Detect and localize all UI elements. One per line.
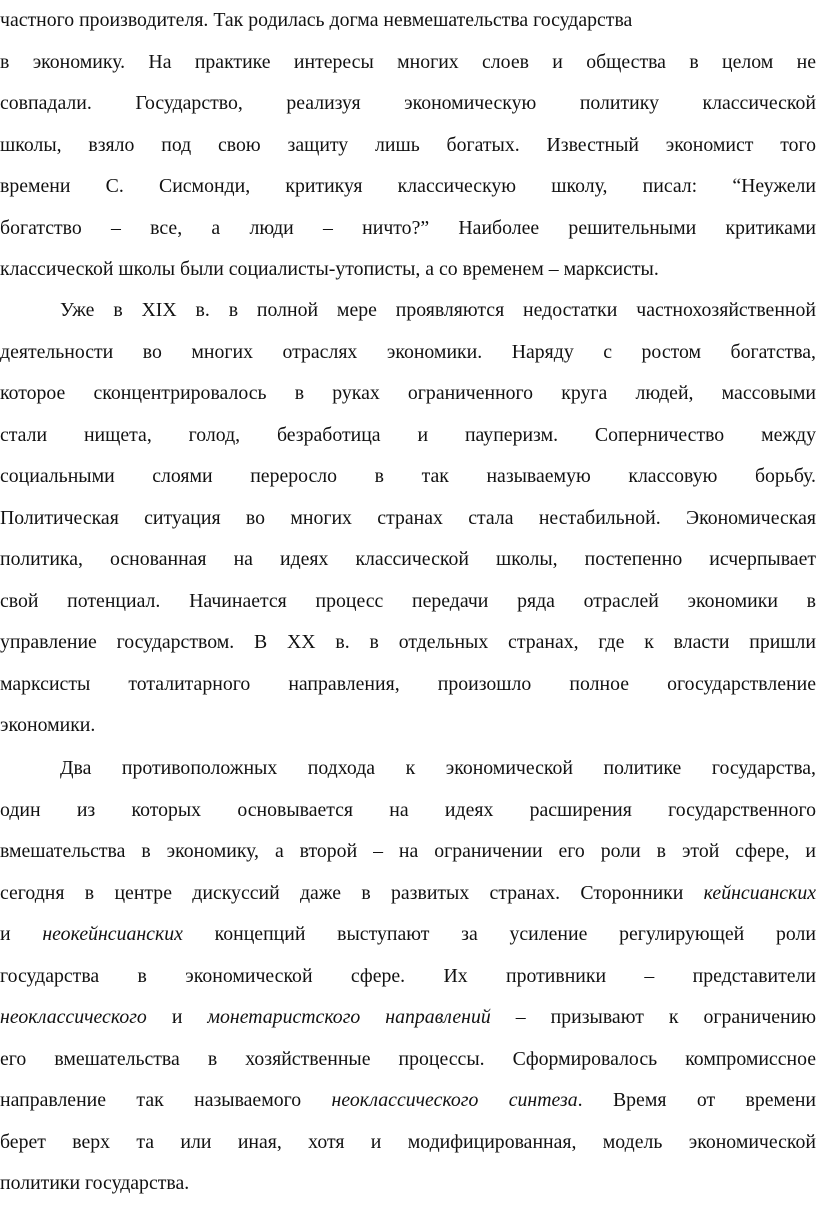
text-run: государства в экономической сфере. Их противники – представители bbox=[0, 964, 816, 987]
text-run: стали нищета, голод, безработица и пауперизм. Соперничество между bbox=[0, 423, 816, 446]
text-run: сегодня в центре дискуссий даже в развитых странах. Сторонники bbox=[0, 881, 704, 904]
text-line bbox=[0, 373, 816, 415]
text-run: – призывают к ограничению bbox=[490, 1006, 816, 1028]
italic-term: кейнсианских bbox=[703, 881, 816, 904]
text-run: времени С. Сисмонди, критикуя классическую школу, писал: “Неужели bbox=[0, 175, 816, 197]
text-run: концепций выступают за усиление регулирующей роли bbox=[182, 923, 816, 945]
text-run: и bbox=[0, 923, 43, 945]
italic-term: неоклассического bbox=[0, 1006, 147, 1028]
text-run: богатство – все, а люди – ничто?” Наиболее решительными критиками bbox=[0, 216, 816, 239]
text-run: экономики. bbox=[0, 714, 96, 736]
paragraph-3 bbox=[0, 748, 816, 1205]
text-line bbox=[0, 83, 816, 125]
text-line bbox=[0, 290, 816, 332]
text-run: марксисты тоталитарного направления, произошло полное огосударствление bbox=[0, 672, 816, 695]
text-run: вмешательства в экономику, а второй – на ограничении его роли в этой сфере, и bbox=[0, 840, 816, 862]
paragraph-1 bbox=[0, 0, 816, 291]
text-line bbox=[0, 873, 816, 915]
text-run: социальными слоями переросло в так называемую классовую борьбу. bbox=[0, 465, 816, 487]
text-line bbox=[0, 748, 816, 790]
text-line bbox=[0, 1039, 816, 1081]
text-run: частного производителя. Так родилась догма невмешательства государства bbox=[0, 9, 633, 31]
text-line bbox=[0, 125, 816, 167]
text-run: управление государством. В XX в. в отдельных странах, где к власти пришли bbox=[0, 631, 816, 653]
text-run: совпадали. Государство, реализуя экономическую политику классической bbox=[0, 92, 816, 114]
text-line bbox=[0, 956, 816, 998]
italic-term: монетаристского направлений bbox=[207, 1006, 491, 1028]
italic-term: неоклассического синтеза bbox=[331, 1089, 578, 1111]
text-line bbox=[0, 790, 816, 832]
paragraph-2 bbox=[0, 290, 816, 747]
text-line bbox=[0, 166, 816, 208]
text-line bbox=[0, 498, 816, 540]
text-line bbox=[0, 1122, 816, 1164]
text-run: политики государства. bbox=[0, 1172, 190, 1194]
text-line bbox=[0, 456, 816, 498]
text-line bbox=[0, 42, 816, 84]
text-run: и bbox=[146, 1006, 208, 1028]
italic-term: неокейнсианских bbox=[42, 923, 183, 945]
text-line bbox=[0, 332, 816, 374]
text-line bbox=[0, 622, 816, 664]
text-line bbox=[0, 208, 816, 250]
text-line bbox=[0, 914, 816, 956]
text-run: Два противоположных подхода к экономической политике государства, bbox=[60, 757, 816, 779]
text-run: один из которых основывается на идеях расширения государственного bbox=[0, 798, 816, 821]
text-run: в экономику. На практике интересы многих слоев и общества в целом не bbox=[0, 50, 816, 73]
text-line bbox=[0, 249, 816, 291]
text-run: школы, взяло под свою защиту лишь богатых. Известный экономист того bbox=[0, 133, 816, 156]
text-run: направление так называемого bbox=[0, 1089, 332, 1111]
text-line bbox=[0, 539, 816, 581]
text-run: свой потенциал. Начинается процесс передачи ряда отраслей экономики в bbox=[0, 589, 816, 612]
text-line bbox=[0, 997, 816, 1039]
text-run: берет верх та или иная, хотя и модифицированная, модель экономической bbox=[0, 1130, 816, 1153]
text-line bbox=[0, 1163, 816, 1205]
text-line bbox=[0, 415, 816, 457]
text-line bbox=[0, 581, 816, 623]
text-line bbox=[0, 831, 816, 873]
text-run: . Время от времени bbox=[577, 1089, 816, 1111]
text-line bbox=[0, 705, 816, 747]
text-run: деятельности во многих отраслях экономики. Наряду с ростом богатства, bbox=[0, 340, 816, 363]
text-run: его вмешательства в хозяйственные процессы. Сформировалось компромиссное bbox=[0, 1047, 816, 1070]
text-run: классической школы были социалисты-утописты, а со временем – марксисты. bbox=[0, 258, 659, 280]
text-line bbox=[0, 664, 816, 706]
text-line bbox=[0, 0, 816, 42]
text-run: Политическая ситуация во многих странах стала нестабильной. Экономическая bbox=[0, 506, 816, 529]
text-line bbox=[0, 1080, 816, 1122]
text-run: Уже в XIX в. в полной мере проявляются недостатки частнохозяйственной bbox=[60, 299, 816, 321]
text-run: политика, основанная на идеях классической школы, постепенно исчерпывает bbox=[0, 548, 816, 570]
text-run: которое сконцентрировалось в руках ограниченного круга людей, массовыми bbox=[0, 382, 816, 404]
